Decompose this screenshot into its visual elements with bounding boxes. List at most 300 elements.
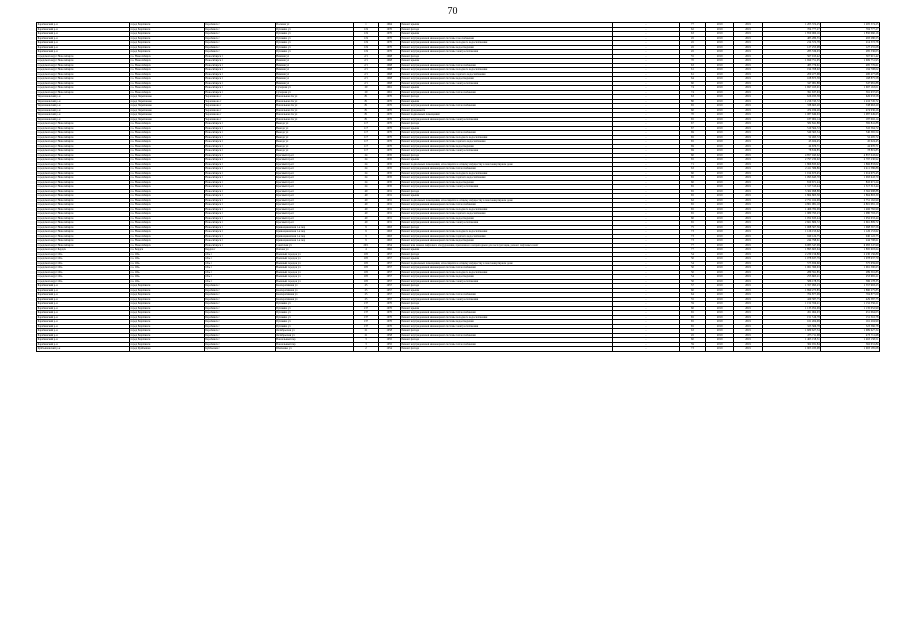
cell-street: Красный пр-кт (275, 194, 354, 199)
cell-commissioning-year: 1970 (378, 306, 400, 311)
cell-commissioning-year: 1970 (378, 144, 400, 149)
cell-settlement: г.о. Новосибирск (129, 171, 204, 176)
cell-municipality: Барабинский р-н (37, 342, 130, 347)
cell-repair-type: Ремонт внутридомовой инженерной системы холодного водоснабжения (400, 230, 612, 235)
cell-start-year: 2019 (706, 212, 734, 217)
cell-wear-percent: 61 (679, 72, 705, 77)
cell-wear-percent: 70 (679, 59, 705, 64)
cell-wear-percent: 65 (679, 221, 705, 226)
cell-end-year: 2019 (734, 77, 762, 82)
cell-planned-cost: 474 936,26 (762, 108, 821, 113)
cell-municipality: городской округ Новосибирск (37, 180, 130, 185)
cell-locality: Новосибирск г (204, 171, 275, 176)
cell-locality: Барабинск г (204, 41, 275, 46)
cell-municipality: городской округ Новосибирск (37, 81, 130, 86)
cell-municipality: городской округ Новосибирск (37, 230, 130, 235)
cell-house-number: 9 (354, 239, 378, 244)
cell-commissioning-year: 1970 (378, 302, 400, 307)
cell-wear-percent: 73 (679, 347, 705, 352)
cell-note: - (613, 90, 680, 95)
cell-end-year: 2019 (734, 234, 762, 239)
cell-end-year: 2019 (734, 99, 762, 104)
cell-total-cost: 161 204,99 (821, 320, 880, 325)
cell-wear-percent: 65 (679, 320, 705, 325)
cell-start-year: 2019 (706, 86, 734, 91)
cell-total-cost: 704 877,09 (821, 293, 880, 298)
cell-repair-type: Ремонт фасада (400, 302, 612, 307)
cell-start-year: 2019 (706, 275, 734, 280)
cell-municipality: городской округ Новосибирск (37, 122, 130, 127)
cell-locality: Новосибирск г (204, 63, 275, 68)
cell-house-number: 2/1 (354, 72, 378, 77)
cell-wear-percent: 59 (679, 342, 705, 347)
cell-total-cost: 194 708,02 (821, 68, 880, 73)
cell-wear-percent: 65 (679, 117, 705, 122)
cell-municipality: Черепановский р-н (37, 95, 130, 100)
cell-end-year: 2019 (734, 198, 762, 203)
cell-locality: Новосибирск г (204, 86, 275, 91)
cell-total-cost: 323 566,78 (821, 324, 880, 329)
cell-settlement: г.о. Новосибирск (129, 144, 204, 149)
cell-commissioning-year: 1931 (378, 198, 400, 203)
cell-street: Вокзальная 2А ул (275, 108, 354, 113)
cell-settlement: город Барабинск (129, 50, 204, 55)
cell-locality: Барабинск г (204, 311, 275, 316)
cell-start-year: 2019 (706, 320, 734, 325)
cell-commissioning-year: 1968 (378, 72, 400, 77)
cell-settlement: г.о. Новосибирск (129, 221, 204, 226)
cell-municipality: Барабинский р-н (37, 27, 130, 32)
cell-street: Пушкина ул (275, 320, 354, 325)
cell-planned-cost: 1 357 993,23 (762, 284, 821, 289)
cell-planned-cost: 2 411 586,86 (762, 167, 821, 172)
cell-note: - (613, 140, 680, 145)
cell-commissioning-year: 1957 (378, 297, 400, 302)
cell-total-cost: 6 083 547,99 (821, 243, 880, 248)
cell-municipality: городской округ Новосибирск (37, 140, 130, 145)
cell-repair-type: Ремонт внутридомовой инженерной системы горячего водоснабжения (400, 72, 612, 77)
cell-settlement: г.о. Новосибирск (129, 135, 204, 140)
cell-end-year: 2019 (734, 185, 762, 190)
cell-planned-cost: 1 903 185,08 (762, 347, 821, 352)
cell-start-year: 2019 (706, 338, 734, 343)
cell-end-year: 2019 (734, 189, 762, 194)
cell-house-number: 117 (354, 144, 378, 149)
cell-end-year: 2019 (734, 284, 762, 289)
cell-total-cost: 567 915,42 (821, 54, 880, 59)
cell-start-year: 2019 (706, 221, 734, 226)
cell-street: Выезда ул (275, 144, 354, 149)
cell-wear-percent: 45 (679, 50, 705, 55)
cell-street: Военный городок ул (275, 261, 354, 266)
cell-wear-percent: 60 (679, 108, 705, 113)
cell-settlement: г.о. Новосибирск (129, 162, 204, 167)
cell-note: - (613, 198, 680, 203)
cell-municipality: городской округ Обь (37, 279, 130, 284)
cell-municipality: Барабинский р-н (37, 302, 130, 307)
cell-settlement: г.о. Новосибирск (129, 176, 204, 181)
cell-repair-type: Ремонт внутридомовой инженерной системы холодного водоснабжения (400, 171, 612, 176)
cell-house-number: 117 (354, 126, 378, 131)
cell-planned-cost: 338 663,20 (762, 104, 821, 109)
cell-note: - (613, 221, 680, 226)
cell-start-year: 2019 (706, 117, 734, 122)
cell-locality: Обь г (204, 252, 275, 257)
cell-settlement: г.о. Новосибирск (129, 180, 204, 185)
cell-commissioning-year: 1970 (378, 41, 400, 46)
cell-end-year: 2019 (734, 23, 762, 28)
cell-start-year: 2019 (706, 194, 734, 199)
cell-commissioning-year: 1970 (378, 45, 400, 50)
cell-locality: Новосибирск г (204, 72, 275, 77)
cell-commissioning-year: 1970 (378, 311, 400, 316)
cell-street: Нижняя ул (275, 54, 354, 59)
cell-settlement: город Барабинск (129, 324, 204, 329)
cell-house-number: 2 (354, 347, 378, 352)
cell-locality: Новосибирск г (204, 81, 275, 86)
cell-note: - (613, 338, 680, 343)
cell-repair-type: Ремонт фасада (400, 27, 612, 32)
cell-street: Красный пр-кт (275, 158, 354, 163)
cell-street: Вокзальная 2А ул (275, 113, 354, 118)
cell-street: Октябрьская ул (275, 333, 354, 338)
cell-wear-percent: 63 (679, 167, 705, 172)
cell-commissioning-year: 1958 (378, 329, 400, 334)
cell-municipality: городской округ Новосибирск (37, 212, 130, 217)
cell-planned-cost: 1 980 793,23 (762, 212, 821, 217)
cell-municipality: городской округ Новосибирск (37, 126, 130, 131)
cell-wear-percent: 54 (679, 275, 705, 280)
cell-commissioning-year: 1968 (378, 77, 400, 82)
cell-repair-type: Ремонт фасада (400, 54, 612, 59)
cell-house-number: 105 (354, 266, 378, 271)
cell-house-number: 4 (354, 248, 378, 253)
cell-start-year: 2019 (706, 293, 734, 298)
cell-planned-cost: 586 178,35 (762, 279, 821, 284)
cell-municipality: городской округ Новосибирск (37, 234, 130, 239)
cell-total-cost: 4 857 043,62 (821, 153, 880, 158)
cell-locality: Барабинск г (204, 315, 275, 320)
cell-wear-percent: 55 (679, 54, 705, 59)
cell-commissioning-year: 1970 (378, 131, 400, 136)
cell-total-cost: 2 751 162,99 (821, 198, 880, 203)
cell-repair-type: Ремонт фасада (400, 329, 612, 334)
cell-total-cost: 2 230 156,80 (821, 252, 880, 257)
cell-locality: Новосибирск г (204, 153, 275, 158)
cell-municipality: городской округ Новосибирск (37, 144, 130, 149)
cell-start-year: 2019 (706, 45, 734, 50)
cell-repair-type: Ремонт крыши (400, 257, 612, 262)
cell-street: Военный городок ул (275, 266, 354, 271)
cell-start-year: 2019 (706, 270, 734, 275)
cell-house-number: 20/1 (354, 243, 378, 248)
cell-planned-cost: 1 078 637,79 (762, 257, 821, 262)
cell-settlement: г.о. Новосибирск (129, 81, 204, 86)
cell-planned-cost: 485 776,61 (762, 63, 821, 68)
cell-house-number: 117 (354, 149, 378, 154)
cell-house-number: 9 (354, 225, 378, 230)
cell-house-number: 24 (354, 153, 378, 158)
cell-planned-cost: 1 061 390,63 (762, 266, 821, 271)
cell-locality: Новосибирск г (204, 158, 275, 163)
cell-note: - (613, 81, 680, 86)
cell-end-year: 2019 (734, 126, 762, 131)
cell-commissioning-year: 1963 (378, 225, 400, 230)
cell-locality: Барабинск г (204, 302, 275, 307)
cell-repair-type: Ремонт внутридомовой инженерной системы теплоснабжения (400, 203, 612, 208)
cell-total-cost: 704 777,27 (821, 27, 880, 32)
cell-municipality: городской округ Новосибирск (37, 131, 130, 136)
cell-municipality: Барабинский р-н (37, 293, 130, 298)
cell-note: - (613, 306, 680, 311)
cell-start-year: 2019 (706, 99, 734, 104)
cell-repair-type: Ремонт крыши (400, 194, 612, 199)
cell-start-year: 2019 (706, 257, 734, 262)
cell-total-cost: 1 903 185,08 (821, 347, 880, 352)
cell-planned-cost: 362 031,84 (762, 342, 821, 347)
cell-planned-cost: 1 866 833,02 (762, 162, 821, 167)
cell-commissioning-year: 1970 (378, 108, 400, 113)
cell-note: - (613, 122, 680, 127)
cell-house-number: 119 (354, 27, 378, 32)
cell-commissioning-year: 1957 (378, 266, 400, 271)
cell-street: Нижняя ул (275, 59, 354, 64)
cell-planned-cost: 704 777,27 (762, 27, 821, 32)
cell-settlement: г.о. Новосибирск (129, 216, 204, 221)
cell-planned-cost: 45 024,45 (762, 140, 821, 145)
cell-street: Выезда ул (275, 135, 354, 140)
cell-house-number: 117 (354, 122, 378, 127)
cell-start-year: 2019 (706, 162, 734, 167)
cell-settlement: город Черепаново (129, 117, 204, 122)
cell-end-year: 2019 (734, 45, 762, 50)
cell-municipality: Барабинский р-н (37, 284, 130, 289)
cell-settlement: г.о. Новосибирск (129, 167, 204, 172)
cell-start-year: 2019 (706, 302, 734, 307)
cell-end-year: 2019 (734, 212, 762, 217)
cell-settlement: город Барабинск (129, 32, 204, 37)
cell-municipality: городской округ Новосибирск (37, 86, 130, 91)
cell-total-cost: 1 890 275,85 (821, 288, 880, 293)
cell-wear-percent: 65 (679, 189, 705, 194)
cell-settlement: город Черепаново (129, 95, 204, 100)
cell-note: - (613, 50, 680, 55)
cell-wear-percent: 54 (679, 261, 705, 266)
cell-municipality: городской округ Новосибирск (37, 176, 130, 181)
cell-repair-type: Ремонт крыши (400, 32, 612, 37)
cell-total-cost: 1 087 649,63 (821, 113, 880, 118)
cell-end-year: 2019 (734, 171, 762, 176)
cell-street: Красный пр-кт (275, 176, 354, 181)
cell-note: - (613, 180, 680, 185)
cell-wear-percent: 65 (679, 315, 705, 320)
cell-street: Вокзальная 2А ул (275, 95, 354, 100)
cell-commissioning-year: 1931 (378, 189, 400, 194)
cell-locality: Новосибирск г (204, 149, 275, 154)
cell-end-year: 2019 (734, 59, 762, 64)
cell-municipality: городской округ Обь (37, 261, 130, 266)
cell-planned-cost: 1 135 052,99 (762, 306, 821, 311)
cell-start-year: 2019 (706, 234, 734, 239)
cell-planned-cost: 1 014 675,45 (762, 171, 821, 176)
cell-wear-percent: 59 (679, 302, 705, 307)
cell-repair-type: Ремонт подвальных помещений, относящихся к общему имуществу в многоквартирном доме (400, 261, 612, 266)
cell-planned-cost: 78 819,85 (762, 149, 821, 154)
cell-wear-percent: 65 (679, 185, 705, 190)
cell-total-cost: 253 665,21 (821, 275, 880, 280)
cell-commissioning-year: 1954 (378, 347, 400, 352)
cell-note: - (613, 41, 680, 46)
cell-note: - (613, 311, 680, 316)
cell-repair-type: Ремонт внутридомовой инженерной системы водоотведения (400, 144, 612, 149)
cell-house-number: 2/1 (354, 63, 378, 68)
cell-commissioning-year: 1970 (378, 117, 400, 122)
cell-house-number: 105 (354, 257, 378, 262)
cell-municipality: Барабинский р-н (37, 50, 130, 55)
cell-end-year: 2019 (734, 293, 762, 298)
cell-end-year: 2019 (734, 144, 762, 149)
cell-street: Нижняя ул (275, 81, 354, 86)
cell-planned-cost: 451 064,03 (762, 311, 821, 316)
cell-repair-type: Ремонт внутридомовой инженерной системы холодного водоснабжения (400, 68, 612, 73)
cell-street: Нижняя ул (275, 68, 354, 73)
cell-total-cost: 44 670,71 (821, 144, 880, 149)
cell-house-number: 137 (354, 324, 378, 329)
cell-municipality: Черепановский р-н (37, 99, 130, 104)
cell-house-number: 20 (354, 86, 378, 91)
cell-note: - (613, 279, 680, 284)
cell-wear-percent: 60 (679, 306, 705, 311)
cell-house-number: 24 (354, 167, 378, 172)
cell-municipality: городской округ Обь (37, 266, 130, 271)
cell-locality: Новосибирск г (204, 162, 275, 167)
cell-total-cost: 483 280,55 (821, 36, 880, 41)
cell-end-year: 2019 (734, 221, 762, 226)
cell-street: Военный городок ул (275, 257, 354, 262)
cell-repair-type: Ремонт крыши (400, 86, 612, 91)
cell-end-year: 2019 (734, 117, 762, 122)
cell-municipality: городской округ Новосибирск (37, 158, 130, 163)
cell-total-cost: 485 776,61 (821, 63, 880, 68)
cell-commissioning-year: 1970 (378, 122, 400, 127)
cell-repair-type: Ремонт внутридомовой инженерной системы электроснабжения (400, 297, 612, 302)
cell-start-year: 2019 (706, 297, 734, 302)
cell-total-cost: 2 661 809,72 (821, 221, 880, 226)
cell-wear-percent: 80 (679, 99, 705, 104)
cell-repair-type: Ремонт внутридомовой инженерной системы водоотведения (400, 45, 612, 50)
cell-house-number: 105 (354, 279, 378, 284)
cell-street: Военный городок ул (275, 270, 354, 275)
cell-house-number: 119 (354, 45, 378, 50)
cell-street: Красный пр-кт (275, 171, 354, 176)
cell-note: - (613, 320, 680, 325)
cell-start-year: 2019 (706, 342, 734, 347)
cell-settlement: город Черепаново (129, 108, 204, 113)
cell-municipality: городской округ Новосибирск (37, 149, 130, 154)
cell-locality: Новосибирск г (204, 194, 275, 199)
cell-end-year: 2019 (734, 140, 762, 145)
cell-street: Кооперативная ул (275, 288, 354, 293)
cell-end-year: 2019 (734, 306, 762, 311)
cell-street: Вокзальный пер (275, 338, 354, 343)
capital-repair-register-table (36, 22, 880, 352)
cell-planned-cost: 127 255,08 (762, 45, 821, 50)
cell-start-year: 2019 (706, 135, 734, 140)
cell-municipality: городской округ Новосибирск (37, 59, 130, 64)
cell-wear-percent: 50 (679, 266, 705, 271)
cell-total-cost: 244 798,61 (821, 239, 880, 244)
cell-start-year: 2019 (706, 288, 734, 293)
cell-note: - (613, 153, 680, 158)
cell-commissioning-year: 1935 (378, 158, 400, 163)
cell-total-cost: 1 205 374,25 (821, 23, 880, 28)
cell-wear-percent: 73 (679, 234, 705, 239)
cell-settlement: город Черепаново (129, 99, 204, 104)
cell-planned-cost: 1 126 153,62 (762, 230, 821, 235)
cell-commissioning-year: 1968 (378, 54, 400, 59)
cell-settlement: город Барабинск (129, 333, 204, 338)
cell-note: - (613, 135, 680, 140)
cell-street: Военный городок ул (275, 275, 354, 280)
cell-municipality: Куйбышевский р-н (37, 347, 130, 352)
cell-commissioning-year: 1970 (378, 99, 400, 104)
cell-settlement: г.о. Новосибирск (129, 59, 204, 64)
cell-municipality: городской округ Обь (37, 252, 130, 257)
cell-municipality: городской округ Новосибирск (37, 77, 130, 82)
cell-note: - (613, 113, 680, 118)
cell-street: Нижняя ул (275, 63, 354, 68)
cell-total-cost: 45 024,45 (821, 140, 880, 145)
cell-repair-type: Ремонт крыши (400, 99, 612, 104)
cell-note: - (613, 99, 680, 104)
cell-repair-type: Ремонт или замена лифтового оборудования, признанного непригодным для эксплуатации, ремонт лифтовых шахт (400, 243, 612, 248)
cell-note: - (613, 27, 680, 32)
cell-house-number: 25 (354, 293, 378, 298)
cell-planned-cost: 575 659,60 (762, 261, 821, 266)
cell-locality: Обь г (204, 266, 275, 271)
cell-wear-percent: 55 (679, 297, 705, 302)
cell-locality: Обь г (204, 261, 275, 266)
cell-house-number: 137 (354, 306, 378, 311)
cell-repair-type: Ремонт внутридомовой инженерной системы холодного водоснабжения (400, 135, 612, 140)
cell-settlement: г.о. Новосибирск (129, 122, 204, 127)
cell-wear-percent: 57 (679, 284, 705, 289)
cell-planned-cost: 168 875,58 (762, 77, 821, 82)
cell-start-year: 2019 (706, 167, 734, 172)
cell-end-year: 2019 (734, 320, 762, 325)
cell-end-year: 2019 (734, 347, 762, 352)
cell-commissioning-year: 1963 (378, 230, 400, 235)
cell-commissioning-year: 1957 (378, 284, 400, 289)
cell-street: Красный пр-кт (275, 185, 354, 190)
cell-house-number: 49 (354, 198, 378, 203)
cell-street: Кооперативная ул (275, 293, 354, 298)
cell-total-cost: 187 002,14 (821, 117, 880, 122)
cell-street: Пушкина ул (275, 36, 354, 41)
cell-wear-percent: 64 (679, 77, 705, 82)
cell-municipality: Барабинский р-н (37, 36, 130, 41)
cell-commissioning-year: 1931 (378, 194, 400, 199)
cell-repair-type: Ремонт внутридомовой инженерной системы теплоснабжения (400, 63, 612, 68)
cell-commissioning-year: 1961 (378, 86, 400, 91)
cell-municipality: городской округ Новосибирск (37, 162, 130, 167)
cell-planned-cost: 52 495,72 (762, 135, 821, 140)
cell-note: - (613, 95, 680, 100)
cell-commissioning-year: 1957 (378, 252, 400, 257)
cell-note: - (613, 315, 680, 320)
cell-start-year: 2019 (706, 68, 734, 73)
cell-total-cost: 429 587,75 (821, 297, 880, 302)
